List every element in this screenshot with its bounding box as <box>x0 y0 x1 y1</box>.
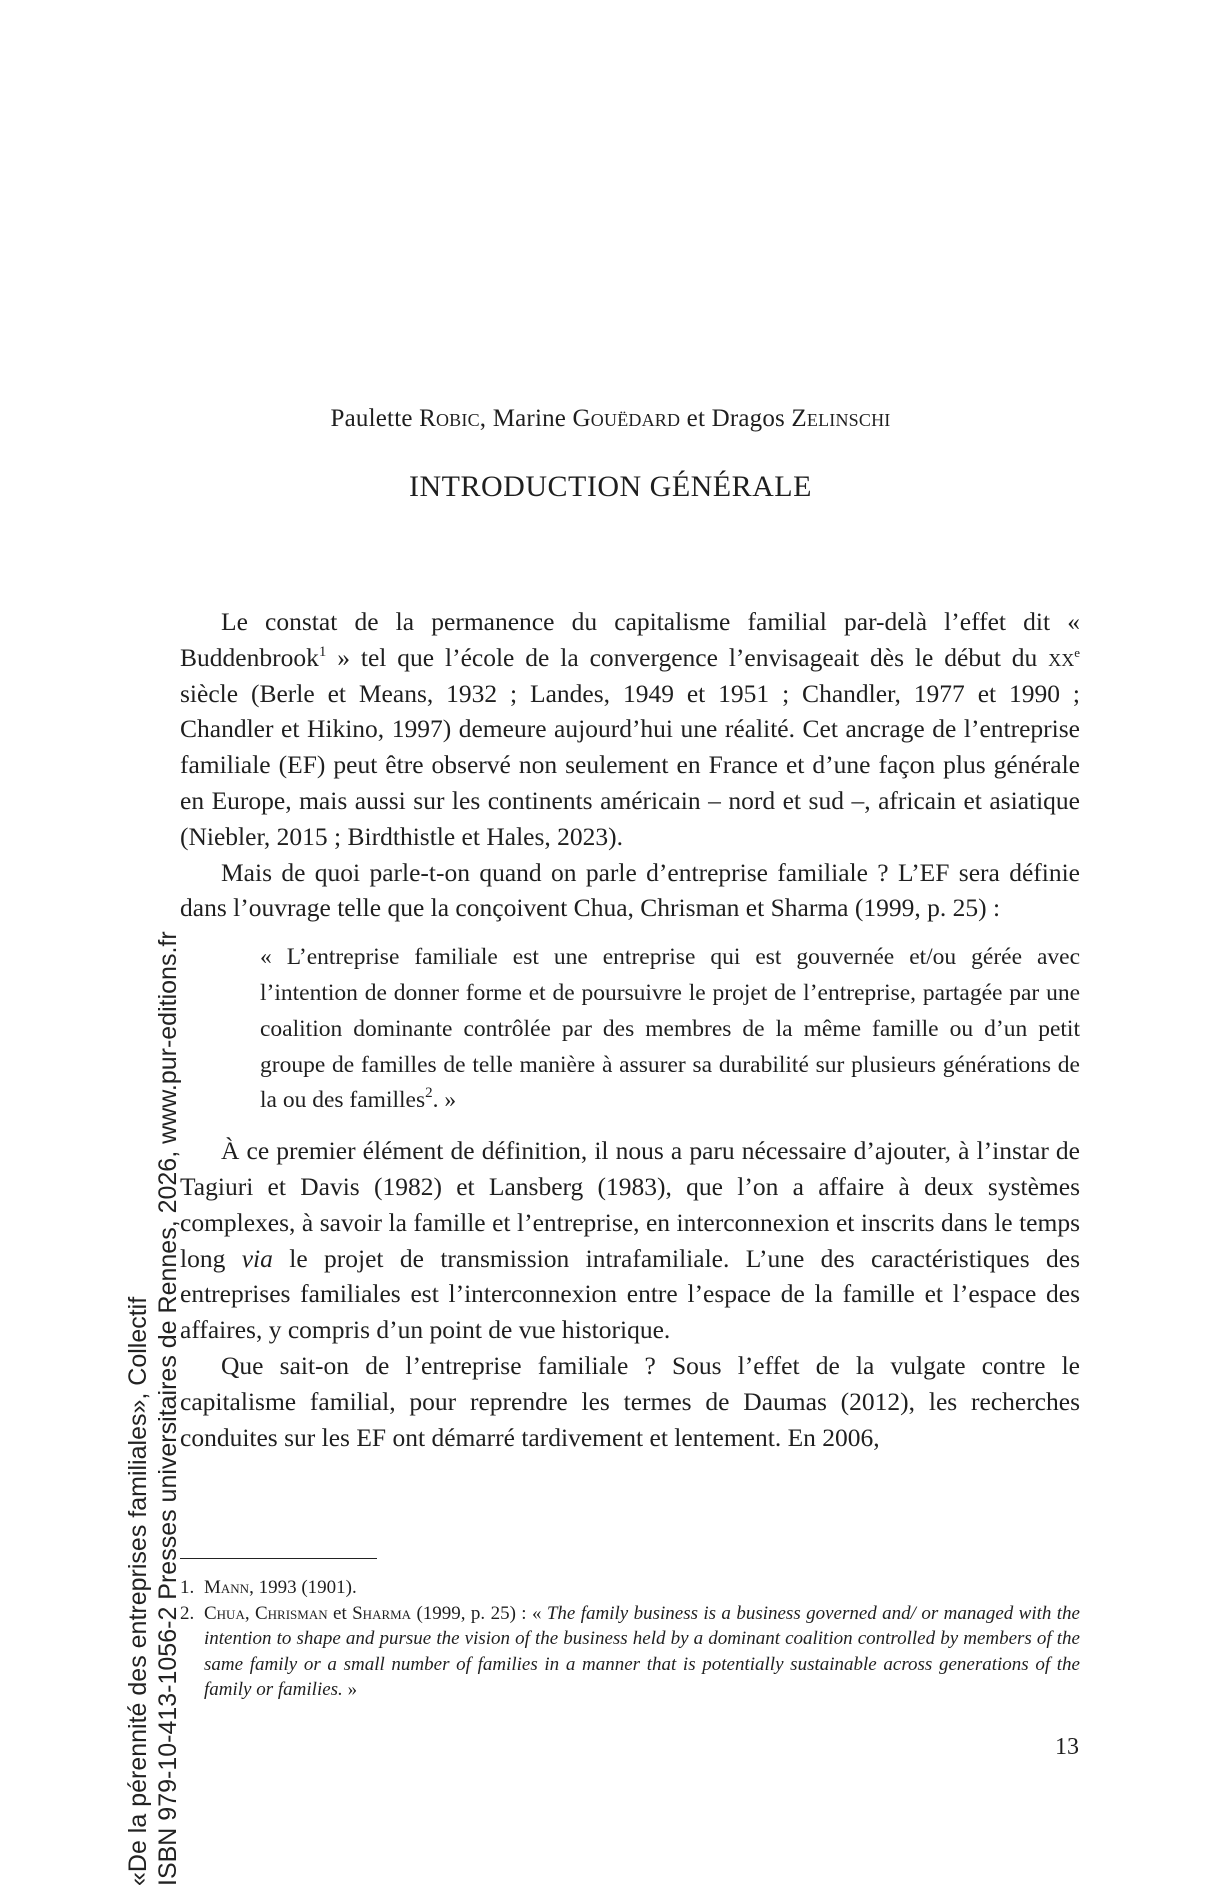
footnote-1-rest: , 1993 (1901). <box>249 1577 357 1598</box>
century-numeral: xx <box>1048 642 1075 672</box>
footnote-ref-2: 2 <box>425 1085 433 1102</box>
paragraph-3 <box>180 1133 1080 1348</box>
footnote-2-author-3: Sharma <box>352 1602 412 1624</box>
footnote-2 <box>180 1601 1080 1703</box>
footnote-2-reference: (1999, p. 25) : « <box>411 1602 547 1624</box>
footnote-separator <box>180 1558 377 1559</box>
footnote-1-author: Mann <box>204 1577 250 1598</box>
quote-text: « L’entreprise familiale est une entreprise qui est gouvernée et/ou gérée avec l’intention de donner forme et de poursuivre le projet de l’entreprise, partagée par une coalition dominante contrôlée par des membres de la même famille ou d’un petit groupe de familles de telle manière à assurer sa durabilité sur plusieurs générations de la ou des familles <box>260 944 1080 1114</box>
definition-quote <box>260 940 1080 1119</box>
footnote-2-text <box>204 1601 1080 1703</box>
side-watermark <box>123 850 183 1890</box>
footnote-2-conjunction: et <box>327 1602 353 1624</box>
paragraph-2: Mais de quoi parle-t-on quand on parle d’entreprise familiale ? L’EF sera définie dans l’ouvrage telle que la conçoivent Chua, Chrisman et Sharma (1999, p. 25) : <box>180 857 1080 923</box>
paragraph-3-part-a: À ce premier élément de définition, il nous a paru nécessaire d’ajouter, à l’instar de Tagiuri et Davis (1982) et Lansberg (1983), que l’on a affaire à deux systèmes complexes, à savoir la famille et l’entreprise, en interconnexion et inscrits dans le temps long <box>180 1136 1080 1273</box>
author-3-last: Zelinschi <box>791 405 891 432</box>
paragraph-3-part-b: le projet de transmission intrafamiliale. L’une des caractéristiques des entreprises familiales est l’interconnexion entre l’espace de la famille et l’espace des affaires, y compris d’un point de vue historique. <box>180 1243 1080 1345</box>
author-1-first: Paulette <box>330 405 413 432</box>
footnotes <box>180 1575 1080 1703</box>
author-3-first: Dragos <box>711 405 785 432</box>
footnote-2-author-2: Chrisman <box>254 1602 328 1624</box>
authors-line <box>0 405 1221 433</box>
footnote-1-text <box>204 1575 1080 1601</box>
paragraph-4: Que sait-on de l’entreprise familiale ? Sous l’effet de la vulgate contre le capitalisme familial, pour reprendre les termes de Daumas (2012), les recherches conduites sur les EF ont démarré tardivement et lentement. En 2006, <box>180 1350 1080 1452</box>
footnote-1 <box>180 1575 1080 1601</box>
quote-close: . » <box>432 1087 457 1114</box>
author-1-last: Robic <box>419 405 480 432</box>
author-2-first: Marine <box>492 405 567 432</box>
paragraph-1-part-c: siècle (Berle et Means, 1932 ; Landes, 1949 et 1951 ; Chandler, 1977 et 1990 ; Chandler et Hikino, 1997) demeure aujourd’hui une réalité. Cet ancrage de l’entreprise familiale (EF) peut être observé non seulement en France et d’une façon plus générale en Europe, mais aussi sur les continents américain – nord et sud –, africain et asiatique (Niebler, 2015 ; Birdthistle et Hales, 2023). <box>180 678 1080 851</box>
footnote-2-close: » <box>342 1679 358 1700</box>
watermark-line-1: «De la pérennité des entreprises familiales», Collectif <box>124 1296 152 1886</box>
paragraph-1-part-b: » tel que l’école de la convergence l’envisageait dès le début du <box>326 642 1049 672</box>
paragraph-1 <box>180 604 1080 855</box>
footnote-2-separator: , <box>244 1602 255 1624</box>
footnote-2-author-1: Chua <box>204 1602 245 1624</box>
via-italic: via <box>241 1243 273 1273</box>
author-2-last: Gouëdard <box>572 405 681 432</box>
watermark-line-2: ISBN 979-10-413-1056-2 Presses universitaires de Rennes, 2026, www.pur-editions.fr <box>154 931 182 1886</box>
paragraph-1-part-a: Le constat de la permanence du capitalisme familial par-delà l’effet dit « Buddenbrook <box>180 607 1080 672</box>
footnote-ref-1: 1 <box>318 643 327 660</box>
footnote-2-quote: The family business is a business governed and/ or managed with the intention to shape and pursue the vision of the business held by a dominant coalition controlled by members of the same family or a small number of families in a manner that is potentially sustainable across generations of the family or families. <box>204 1602 1080 1700</box>
chapter-title: INTRODUCTION GÉNÉRALE <box>409 470 812 503</box>
author-separator: , <box>479 405 487 432</box>
footnote-1-number: 1. <box>180 1577 195 1598</box>
author-conjunction: et <box>686 405 706 432</box>
century-superscript: e <box>1074 644 1080 660</box>
page-number: 13 <box>1055 1734 1079 1760</box>
footnote-2-number: 2. <box>180 1602 195 1624</box>
body-text <box>180 604 1080 1455</box>
